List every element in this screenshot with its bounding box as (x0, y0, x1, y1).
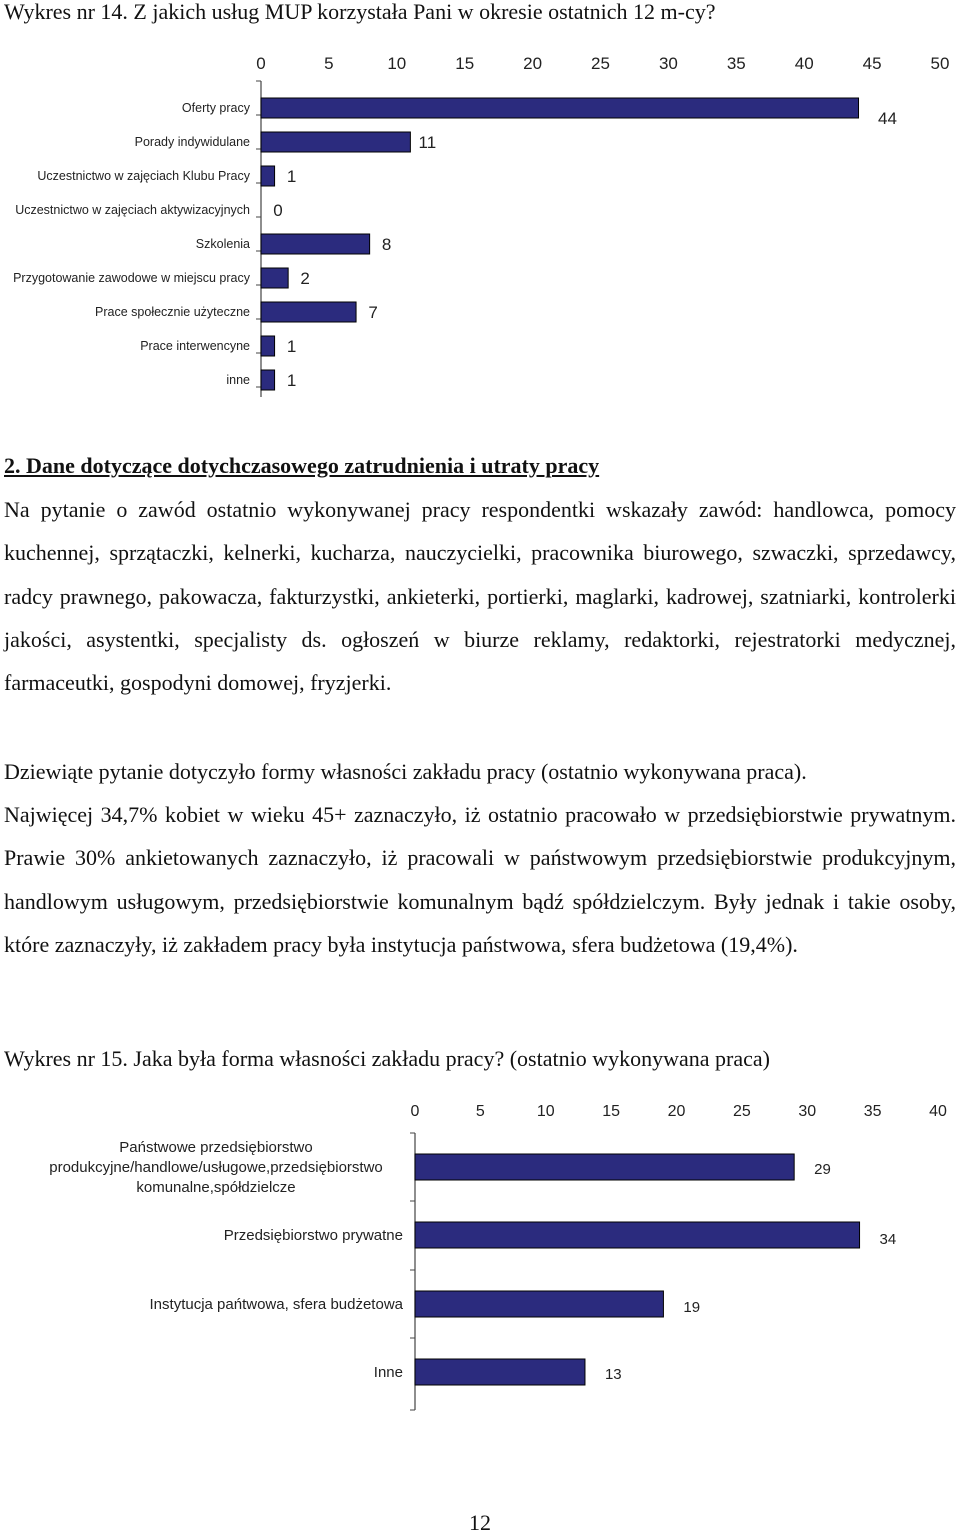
paragraph-text: Dziewiąte pytanie dotyczyło formy własności zakładu pracy (ostatnio wykonywana praca). (4, 759, 807, 784)
paragraph-text: Najwięcej 34,7% kobiet w wieku 45+ zaznaczyło, iż ostatnio pracowało w przedsiębiorstwie prywatnym. Prawie 30% ankietowanych zaznaczyło, iż pracowali w państwowym przedsiębiorstwie produkcyjnym, handlowym usługowym, przedsiębiorstwie komunalnym bądź spółdzielczym. Były jednak i takie osoby, które zaznaczyły, iż zakładem pracy była instytucja państwowa, sfera budżetowa (19,4%). (4, 802, 956, 957)
chart-14-data-label: 1 (286, 337, 297, 356)
chart-15-tick-label: 15 (602, 1103, 621, 1120)
chart-15-tick-label: 0 (410, 1103, 420, 1120)
chart-15-tick-label: 5 (475, 1103, 485, 1120)
chart-14-tick-label: 25 (591, 54, 610, 73)
chart-15-tick-label: 25 (732, 1103, 751, 1120)
chart-14-tick-label: 0 (256, 54, 266, 73)
chart-14-data-label: 0 (273, 201, 283, 220)
chart-15-tick-label: 10 (536, 1103, 555, 1120)
chart-14-tick-label: 40 (794, 54, 814, 73)
chart-15-category-label: Przedsiębiorstwo prywatne (223, 1227, 403, 1244)
chart-15-tick-label: 40 (929, 1103, 947, 1120)
chart-14-tick-label: 10 (387, 54, 407, 73)
chart-14-bar (261, 302, 356, 322)
chart-15-tick-label: 30 (798, 1103, 817, 1120)
chart-15-caption: Wykres nr 15. Jaka była forma własności zakładu pracy? (ostatnio wykonywana praca) (4, 1046, 770, 1071)
chart-15-workplace-ownership (0, 1095, 960, 1420)
paragraph-ownership-intro (4, 750, 956, 793)
chart-15-data-label: 19 (683, 1299, 701, 1316)
paragraph-professions (4, 488, 956, 704)
paragraph-ownership-results (4, 793, 956, 966)
chart-15-category-label: produkcyjne/handlowe/usługowe,przedsiębiorstwo (49, 1159, 383, 1176)
chart-14-tick-label: 45 (862, 54, 882, 73)
section-heading: 2. Dane dotyczące dotychczasowego zatrudnienia i utraty pracy (4, 453, 600, 478)
chart-15-data-label: 34 (879, 1231, 897, 1248)
chart-14-bar (261, 132, 410, 152)
chart-15-bar (415, 1222, 860, 1248)
chart-15-category-label: Instytucja pańtwowa, sfera budżetowa (149, 1296, 403, 1313)
chart-14-tick-label: 20 (523, 54, 543, 73)
chart-14-bar (261, 268, 288, 288)
chart-14-tick-label: 30 (658, 54, 678, 73)
chart-14-bar (261, 98, 859, 118)
chart-15-bar (415, 1359, 585, 1385)
chart-14-data-label: 1 (286, 167, 297, 186)
chart-14-data-label: 44 (878, 109, 897, 128)
chart-14-data-label: 7 (368, 303, 378, 322)
chart-14-category-label: Uczestnictwo w zajęciach aktywizacyjnych (15, 203, 250, 217)
chart-14-bar (261, 166, 275, 186)
chart-14-category-label: Uczestnictwo w zajęciach Klubu Pracy (37, 169, 250, 183)
chart-14-data-label: 8 (381, 235, 392, 254)
chart-15-category-label: Inne (373, 1364, 403, 1381)
chart-14-category-label: Porady indywidulane (134, 135, 250, 149)
chart-15-category-label: komunalne,spółdzielcze (136, 1179, 296, 1196)
chart-14-bar (261, 336, 275, 356)
chart-14-category-label: inne (226, 373, 250, 387)
chart-14-tick-label: 35 (726, 54, 746, 73)
chart-14-category-label: Prace społecznie użyteczne (95, 305, 250, 319)
chart-14-data-label: 11 (418, 133, 437, 152)
chart-14-tick-label: 5 (324, 54, 334, 73)
chart-14-category-label: Przygotowanie zawodowe w miejscu pracy (13, 271, 250, 285)
chart-14-category-label: Oferty pracy (181, 101, 250, 115)
chart-14-services-used (0, 40, 960, 410)
chart-15-data-label: 29 (814, 1161, 831, 1178)
chart-14-caption: Wykres nr 14. Z jakich usług MUP korzystała Pani w okresie ostatnich 12 m-cy? (4, 0, 716, 24)
chart-14-data-label: 2 (300, 269, 310, 288)
chart-15-tick-label: 20 (667, 1103, 686, 1120)
chart-14-bar (261, 370, 275, 390)
page-number: 12 (469, 1510, 491, 1535)
chart-15-tick-label: 35 (863, 1103, 882, 1120)
chart-14-bar (261, 234, 370, 254)
chart-15-data-label: 13 (604, 1366, 622, 1383)
chart-14-category-label: Prace interwencyne (140, 339, 250, 353)
chart-15-category-label: Państwowe przedsiębiorstwo (119, 1139, 313, 1156)
chart-15-bar (415, 1291, 663, 1317)
chart-14-category-label: Szkolenia (195, 237, 250, 251)
chart-14-tick-label: 15 (455, 54, 475, 73)
chart-15-bar (415, 1154, 794, 1180)
chart-14-data-label: 1 (286, 371, 297, 390)
paragraph-text: Na pytanie o zawód ostatnio wykonywanej pracy respondentki wskazały zawód: handlowca, pomocy kuchennej, sprzątaczki, kelnerki, kucharza, nauczycielki, pracownika biurowego, szwaczki, sprzedawcy, radcy prawnego, pakowacza, fakturzystki, ankieterki, portierki, maglarki, kadrowej, szatniarki, kontrolerki jakości, asystentki, specjalisty ds. ogłoszeń w biurze reklamy, redaktorki, rejestratorki medycznej, farmaceutki, gospodyni domowej, fryzjerki. (4, 497, 956, 696)
chart-14-tick-label: 50 (930, 54, 950, 73)
